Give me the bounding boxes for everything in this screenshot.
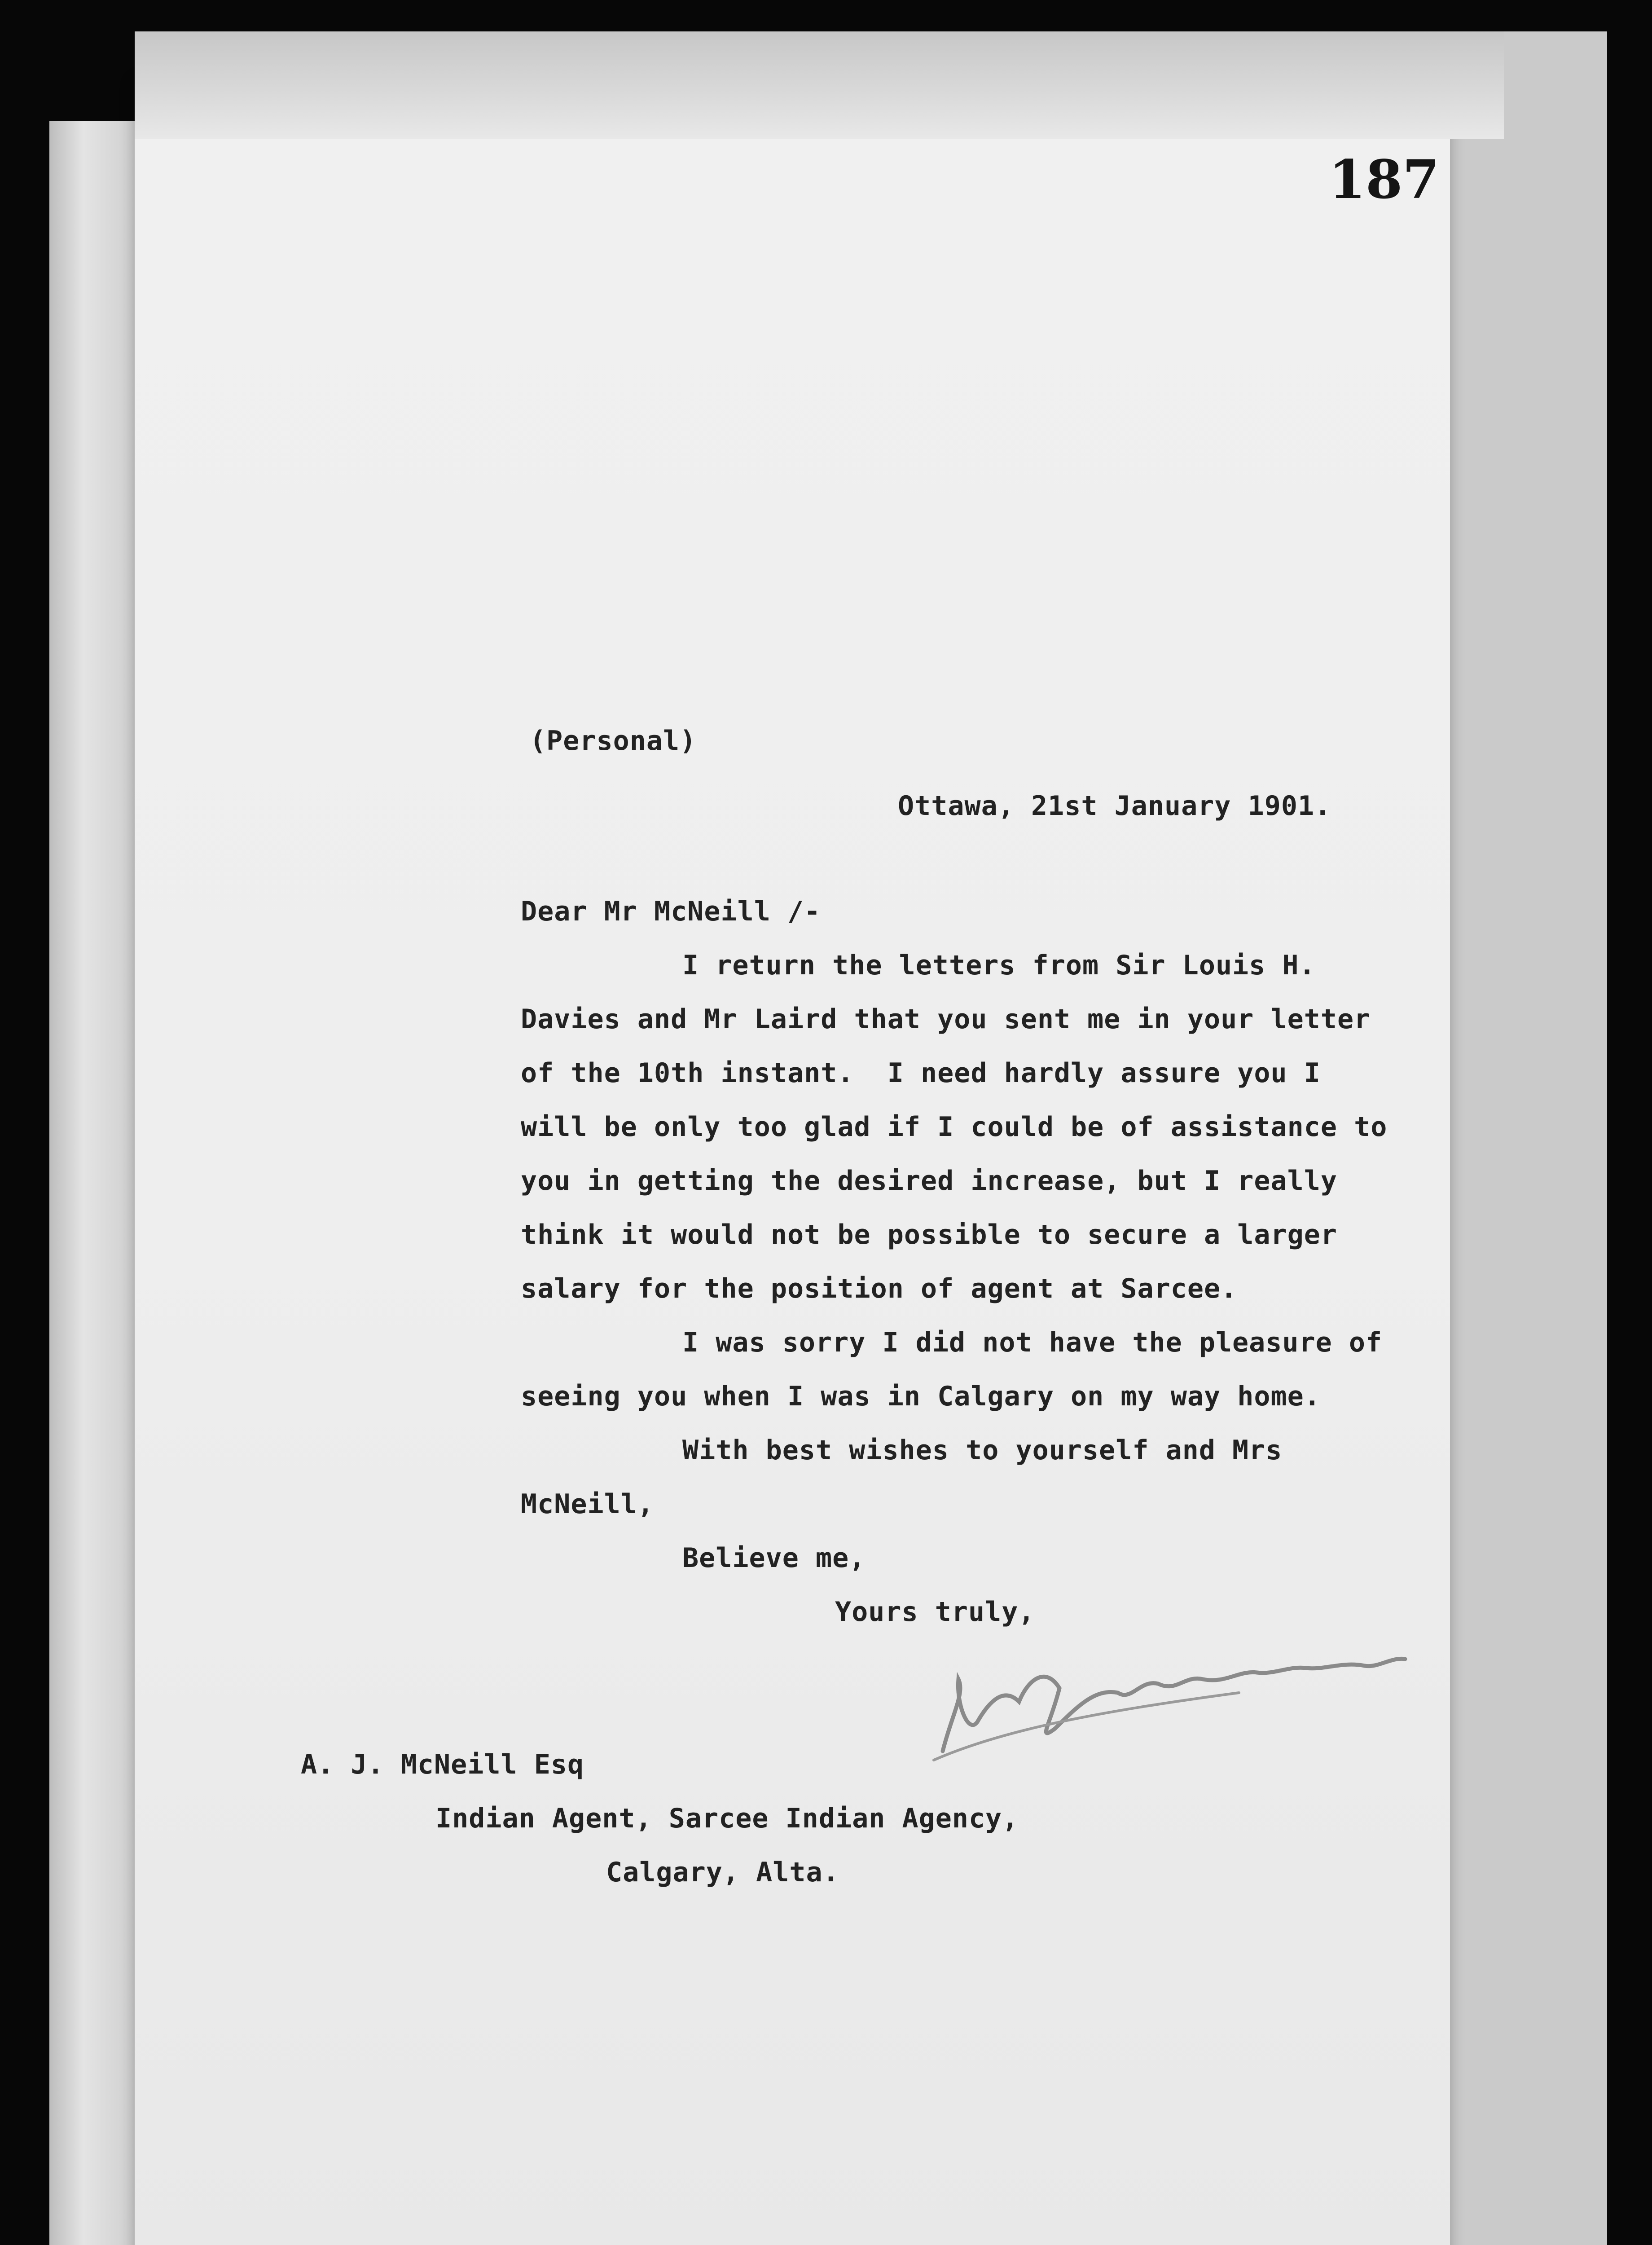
body-line: I return the letters from Sir Louis H. bbox=[682, 950, 1316, 981]
body-line: salary for the position of agent at Sarcee. bbox=[521, 1273, 1238, 1304]
recipient-title: Indian Agent, Sarcee Indian Agency, bbox=[435, 1803, 1019, 1834]
believe-me: Believe me, bbox=[682, 1542, 866, 1574]
recipient-city: Calgary, Alta. bbox=[606, 1857, 839, 1888]
body-line: of the 10th instant. I need hardly assure you I bbox=[521, 1057, 1321, 1089]
letter-top-fold bbox=[135, 31, 1504, 139]
left-sheet-edge bbox=[49, 121, 135, 2245]
body-line: I was sorry I did not have the pleasure of bbox=[682, 1327, 1383, 1358]
signature bbox=[916, 1625, 1410, 1774]
body-line: will be only too glad if I could be of assistance to bbox=[521, 1111, 1388, 1143]
body-line: seeing you when I was in Calgary on my way home. bbox=[521, 1381, 1321, 1412]
place-date: Ottawa, 21st January 1901. bbox=[898, 790, 1331, 822]
body-line: McNeill, bbox=[521, 1488, 654, 1520]
body-line: With best wishes to yourself and Mrs bbox=[682, 1435, 1283, 1466]
body-line: you in getting the desired increase, but I really bbox=[521, 1165, 1338, 1197]
personal-marking: (Personal) bbox=[530, 725, 697, 757]
page-number: 187 bbox=[1329, 148, 1440, 211]
body-line: think it would not be possible to secure a larger bbox=[521, 1219, 1338, 1250]
complimentary-close: Yours truly, bbox=[835, 1596, 1035, 1628]
recipient-name: A. J. McNeill Esq bbox=[301, 1749, 584, 1780]
body-line: Davies and Mr Laird that you sent me in your letter bbox=[521, 1004, 1371, 1035]
salutation: Dear Mr McNeill /- bbox=[521, 896, 821, 927]
